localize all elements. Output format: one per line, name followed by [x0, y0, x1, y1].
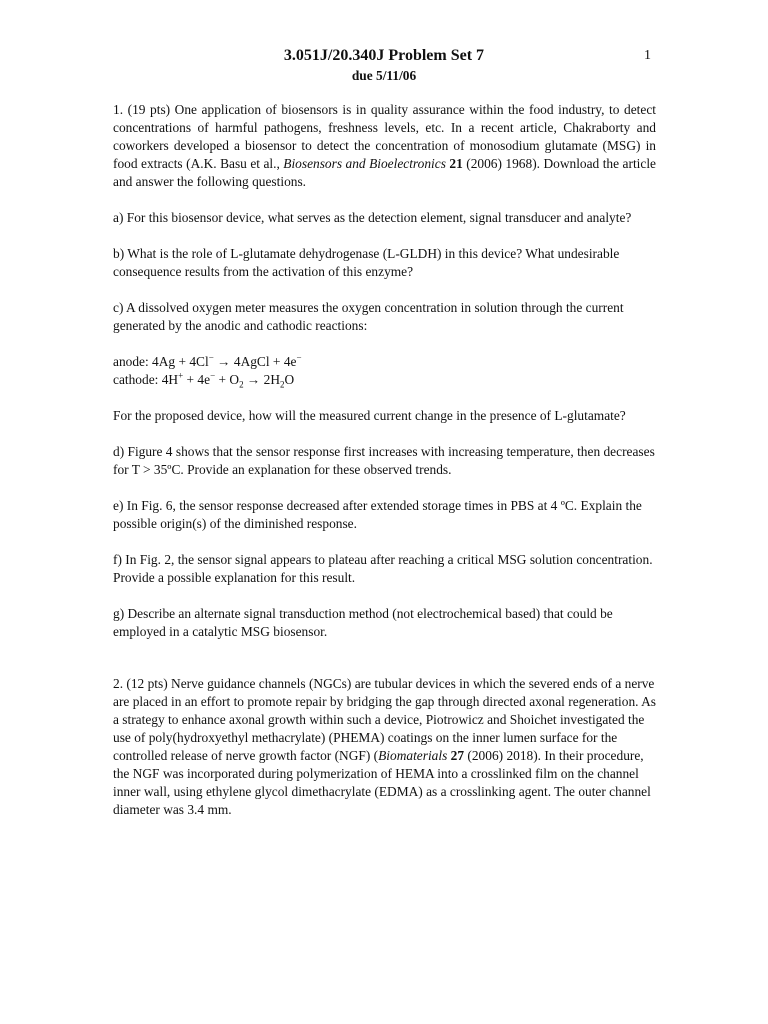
page-number: 1 — [644, 48, 651, 63]
problem1-part-f: f) In Fig. 2, the sensor signal appears to plateau after reaching a critical MSG solution concentration. Provide a possible explanation for this result. — [113, 552, 653, 585]
problem2-text: 2. (12 pts) Nerve guidance channels (NGCs) are tubular devices in which the severed ends of a nerve are placed in an effort to promote repair by bridging the gap through directed axonal regeneration. As a strategy to enhance axonal growth within such a device, Piotrowicz and Shoichet investigated the use of poly(hydroxyethyl methacrylate) (PHEMA) coatings on the inner lumen surface for the controlled release of nerve growth factor (NGF) (Biomaterials 27 (2006) 2018). In their procedure, the NGF was incorporated during polymerization of HEMA into a crosslinked film on the channel inner wall, using ethylene glycol dimethacrylate (EDMA) as a crosslinking agent. The outer channel diameter was 3.4 mm. — [113, 676, 656, 817]
reaction-equations — [113, 353, 656, 389]
cathode-equation: cathode: $4H^+ + 4e^- + O_2 \to 2H_2O$ — [113, 370, 295, 390]
due-date: due 5/11/06 — [351, 68, 417, 83]
anode-equation: anode: 4Ag + 4Cl− → 4AgCl + 4e− — [113, 352, 302, 369]
problem1-intro: 1. (19 pts) One application of biosensors is in quality assurance within the food industry, to detect concentrations of harmful pathogens, freshness levels, etc. In a recent article, Chakraborty and coworkers developed a biosensor to detect the concentration of monosodium glutamate (MSG) in food extracts (A.K. Basu et al., Biosensors and Bioelectronics 21 (2006) 1968). Download the article and answer the following questions. — [113, 102, 656, 189]
journal-volume: 21 — [445, 156, 463, 171]
document-body — [113, 101, 656, 837]
journal-title: Biosensors and Bioelectronics — [283, 156, 446, 171]
problem1-part-c2: For the proposed device, how will the measured current change in the presence of L-glutamate? — [113, 408, 626, 423]
journal-title: Biomaterials — [378, 748, 448, 763]
problem1-part-a: a) For this biosensor device, what serves as the detection element, signal transducer and analyte? — [113, 210, 632, 225]
problem1-part-b: b) What is the role of L-glutamate dehydrogenase (L-GLDH) in this device? What undesirable consequence results from the activation of this enzyme? — [113, 246, 620, 279]
problem1-part-e: e) In Fig. 6, the sensor response decreased after extended storage times in PBS at 4 ºC. Explain the possible origin(s) of the diminished response. — [113, 498, 642, 531]
problem1-part-d: d) Figure 4 shows that the sensor response first increases with increasing temperature, then decreases for T > 35ºC. Provide an explanation for these observed trends. — [113, 444, 655, 477]
problem1-part-c: c) A dissolved oxygen meter measures the oxygen concentration in solution through the current generated by the anodic and cathodic reactions: — [113, 300, 624, 333]
page-title: 3.051J/20.340J Problem Set 7 — [283, 47, 485, 64]
problem1-part-g: g) Describe an alternate signal transduction method (not electrochemical based) that could be employed in a catalytic MSG biosensor. — [113, 606, 613, 639]
journal-volume: 27 — [447, 748, 465, 763]
